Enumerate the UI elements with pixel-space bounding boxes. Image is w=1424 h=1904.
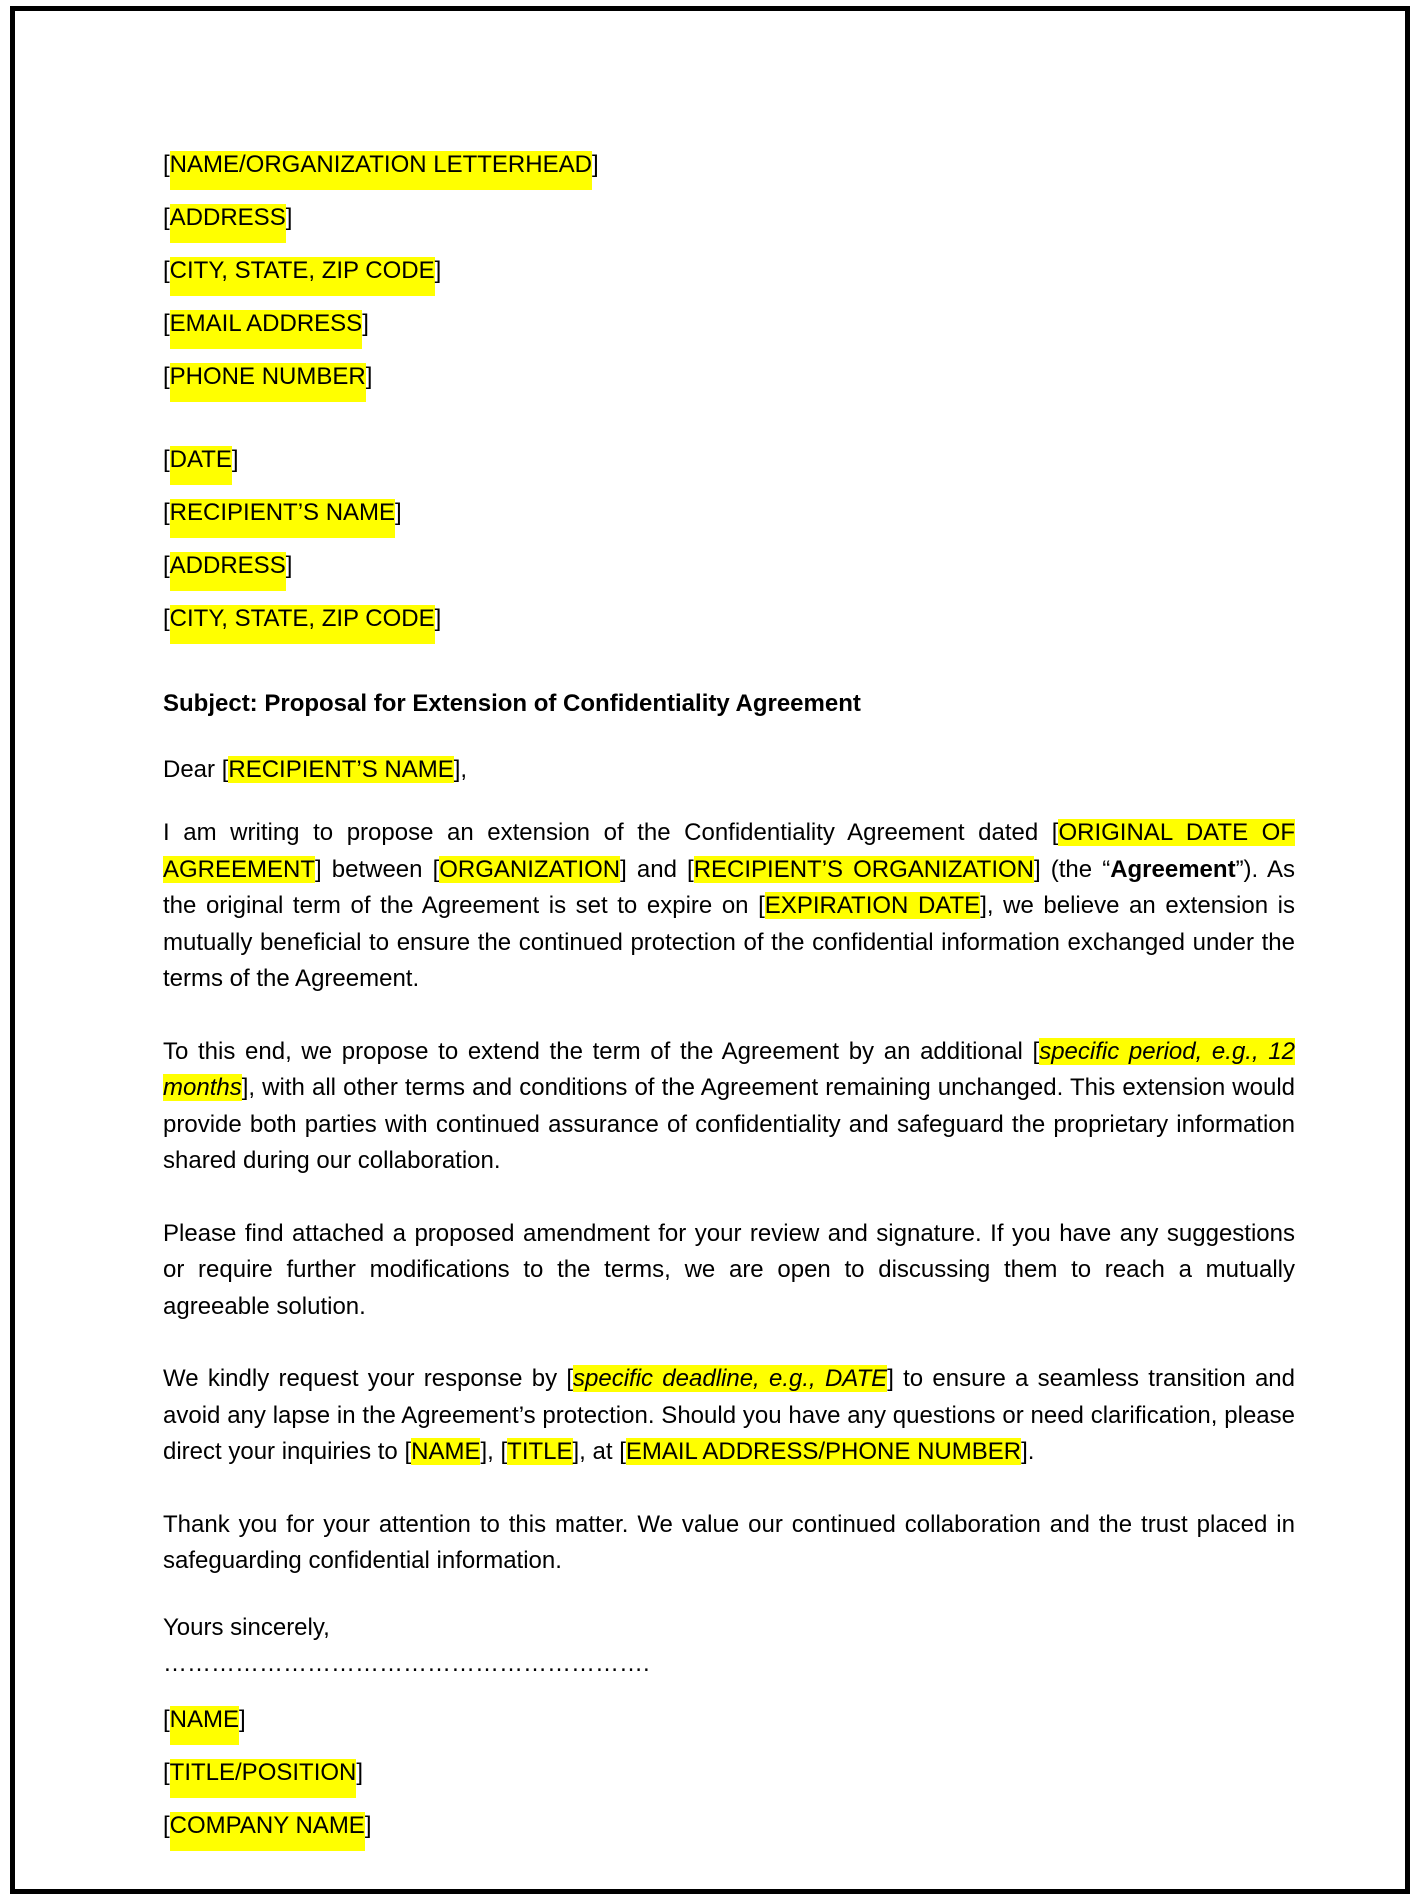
text-run: , at: [579, 1438, 620, 1465]
recipient-block: [163, 442, 1295, 654]
sender-phone-line: [PHONE NUMBER]: [163, 359, 1295, 412]
agreement-defined-term: Agreement: [1110, 855, 1236, 883]
salutation-prefix: Dear: [163, 756, 222, 783]
salutation-suffix: ,: [460, 756, 468, 783]
placeholder-specific-period: specific period, e.g., 12 months: [163, 1037, 1295, 1101]
sender-letterhead-line: [NAME/ORGANIZATION LETTERHEAD]: [163, 147, 1295, 200]
placeholder-signature-title: TITLE/POSITION: [170, 1759, 357, 1798]
sender-address-line: [ADDRESS]: [163, 200, 1295, 253]
paragraph-intro: I am writing to propose an extension of the Confidentiality Agreement dated [ORIGINAL DATE OF AGREEMENT] between [ORGANIZATION] and [RECIPIENT’S ORGANIZATION] (the “Agreement”). As the original term of the Agreement is set to expire on [EXPIRATION DATE], we believe an extension is mutually beneficial to ensure the continued protection of the confidential information exchanged under the terms of the Agreement.: [163, 819, 1295, 992]
placeholder-date: DATE: [170, 446, 232, 485]
placeholder-sender-city-state-zip: CITY, STATE, ZIP CODE: [170, 257, 435, 296]
placeholder-deadline: specific deadline, e.g., DATE: [573, 1365, 888, 1392]
placeholder-recipient-city-state-zip: CITY, STATE, ZIP CODE: [170, 605, 435, 644]
text-run: between: [321, 855, 433, 883]
placeholder-signature-company: COMPANY NAME: [170, 1812, 365, 1851]
recipient-name-line: [RECIPIENT’S NAME]: [163, 495, 1295, 548]
recipient-address-line: [ADDRESS]: [163, 548, 1295, 601]
sender-city-line: [CITY, STATE, ZIP CODE]: [163, 253, 1295, 306]
placeholder-contact-email-phone: EMAIL ADDRESS/PHONE NUMBER: [625, 1438, 1022, 1465]
placeholder-contact-title: TITLE: [507, 1438, 573, 1465]
letter-body: [163, 147, 1295, 1861]
text-run: , with all other terms and conditions of the Agreement remaining unchanged. This extension would provide both parties with continued assurance of confidentiality and safeguard the proprietary information shared during our collaboration.: [163, 1074, 1295, 1174]
spacer: [163, 412, 1295, 442]
signature-line: …………………………………………………….: [163, 1649, 650, 1677]
spacer: [163, 654, 1295, 686]
placeholder-original-date: ORIGINAL DATE OF AGREEMENT: [163, 819, 1295, 883]
signature-title-line: [TITLE/POSITION]: [163, 1755, 1295, 1808]
sender-block: [163, 147, 1295, 412]
placeholder-signature-name: NAME: [170, 1706, 239, 1745]
salutation: Dear [RECIPIENT’S NAME],: [163, 756, 468, 783]
placeholder-recipient-name: RECIPIENT’S NAME: [170, 499, 395, 538]
text-run: (the “: [1040, 855, 1111, 883]
signature-block: [163, 1702, 1295, 1861]
paragraph-request: We kindly request your response by [specific deadline, e.g., DATE] to ensure a seamless transition and avoid any lapse in the Agreement’s protection. Should you have any questions or need clarification, please direct your inquiries to [NAME], [TITLE], at [EMAIL ADDRESS/PHONE NUMBER].: [163, 1365, 1296, 1465]
paragraph-thanks: Thank you for your attention to this matter. We value our continued collaboration and the trust placed in safeguarding confidential information.: [163, 1510, 1295, 1574]
subject-line: Subject: Proposal for Extension of Confidentiality Agreement: [163, 690, 861, 717]
placeholder-sender-address: ADDRESS: [170, 204, 286, 243]
text-run: to ensure a seamless transition and avoid any lapse in the Agreement’s protection. Should you have any questions or need clarification, please direct your inquiries to: [163, 1365, 1296, 1465]
paragraph-extension: To this end, we propose to extend the term of the Agreement by an additional [specific period, e.g., 12 months], with all other terms and conditions of the Agreement remaining unchanged. This extension would provide both parties with continued assurance of confidentiality and safeguard the proprietary information shared during our collaboration.: [163, 1037, 1295, 1174]
placeholder-sender-phone: PHONE NUMBER: [170, 363, 366, 402]
placeholder-recipient-organization: RECIPIENT’S ORGANIZATION: [693, 855, 1035, 883]
text-run: I am writing to propose an extension of the Confidentiality Agreement dated: [163, 819, 1052, 846]
closing: Yours sincerely,: [163, 1613, 330, 1641]
placeholder-expiration-date: EXPIRATION DATE: [764, 892, 981, 919]
text-run: ,: [487, 1438, 501, 1465]
recipient-city-line: [CITY, STATE, ZIP CODE]: [163, 601, 1295, 654]
text-run: and: [626, 855, 688, 883]
document-page: [10, 6, 1410, 1894]
sender-email-line: [EMAIL ADDRESS]: [163, 306, 1295, 359]
signature-company-line: [COMPANY NAME]: [163, 1808, 1295, 1861]
paragraph-amendment: Please find attached a proposed amendment for your review and signature. If you have any suggestions or require further modifications to the terms, we are open to discussing them to reach a mutually agreeable solution.: [163, 1219, 1295, 1320]
placeholder-recipient-address: ADDRESS: [170, 552, 286, 591]
text-run: .: [1027, 1438, 1035, 1465]
date-line: [DATE]: [163, 442, 1295, 495]
text-run: , we believe an extension is mutually beneficial to ensure the continued protection of the confidential information exchanged under the terms of the Agreement.: [163, 892, 1295, 992]
placeholder-letterhead: NAME/ORGANIZATION LETTERHEAD: [170, 151, 592, 190]
placeholder-contact-name: NAME: [411, 1438, 481, 1465]
placeholder-salutation-name: RECIPIENT’S NAME: [228, 756, 454, 783]
text-run: To this end, we propose to extend the term of the Agreement by an additional: [163, 1037, 1033, 1065]
signature-name-line: [NAME]: [163, 1702, 1295, 1755]
text-run: ”). As the original term of the Agreement is set to expire on: [163, 855, 1295, 919]
placeholder-sender-email: EMAIL ADDRESS: [170, 310, 363, 349]
text-run: We kindly request your response by: [163, 1365, 567, 1392]
placeholder-organization: ORGANIZATION: [439, 855, 621, 883]
